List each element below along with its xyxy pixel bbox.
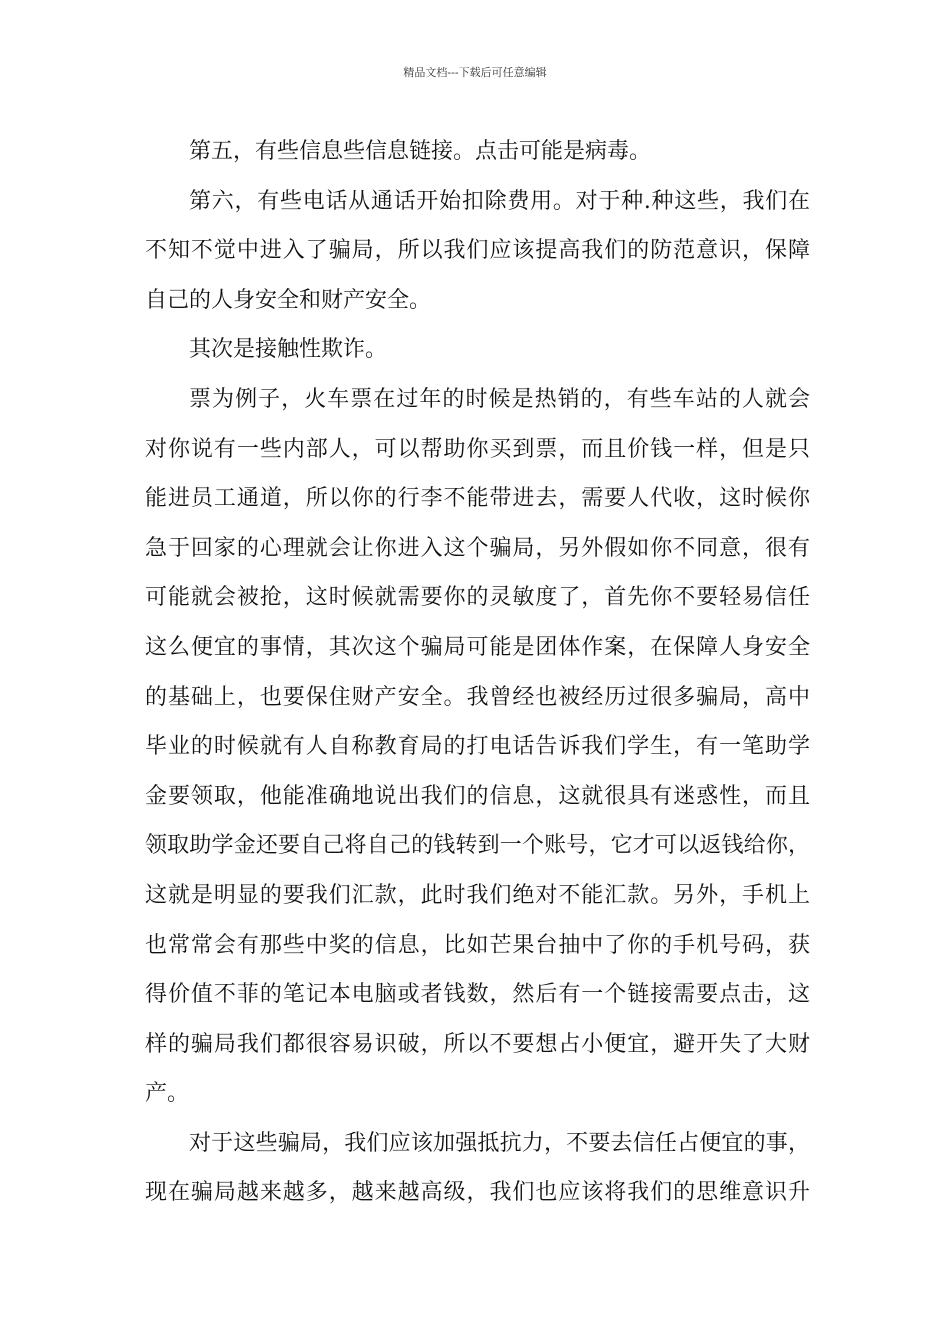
paragraph-line: 自己的人身安全和财产安全。 bbox=[145, 287, 432, 313]
paragraph-line: 可能就会被抢，这时候就需要你的灵敏度了，首先你不要轻易信任 bbox=[145, 585, 810, 611]
document-body bbox=[145, 127, 810, 1218]
paragraph-line: 对你说有一些内部人，可以帮助你买到票，而且价钱一样，但是只 bbox=[145, 436, 810, 462]
paragraph-line: 样的骗局我们都很容易识破，所以不要想占小便宜，避开失了大财 bbox=[145, 1031, 810, 1057]
paragraph-line: 票为例子，火车票在过年的时候是热销的，有些车站的人就会 bbox=[189, 386, 810, 412]
paragraph-line: 这就是明显的要我们汇款，此时我们绝对不能汇款。另外，手机上 bbox=[145, 882, 810, 908]
paragraph-line: 其次是接触性欺诈。 bbox=[189, 337, 388, 363]
paragraph-line: 的基础上，也要保住财产安全。我曾经也被经历过很多骗局，高中 bbox=[145, 684, 810, 710]
paragraph-line: 产。 bbox=[145, 1081, 190, 1107]
paragraph-line: 对于这些骗局，我们应该加强抵抗力，不要去信任占便宜的事， bbox=[189, 1130, 810, 1156]
paragraph-line: 这么便宜的事情，其次这个骗局可能是团体作案，在保障人身安全 bbox=[145, 634, 810, 660]
paragraph-line: 毕业的时候就有人自称教育局的打电话告诉我们学生，有一笔助学 bbox=[145, 734, 810, 760]
paragraph-line: 不知不觉中进入了骗局，所以我们应该提高我们的防范意识，保障 bbox=[145, 238, 810, 264]
paragraph-line: 能进员工通道，所以你的行李不能带进去，需要人代收，这时候你 bbox=[145, 486, 810, 512]
page-header: 精品文档---下载后可任意编辑 bbox=[403, 66, 547, 79]
paragraph-line: 第五，有些信息些信息链接。点击可能是病毒。 bbox=[189, 139, 652, 164]
paragraph-line: 现在骗局越来越多，越来越高级，我们也应该将我们的思维意识升 bbox=[145, 1180, 810, 1206]
paragraph-line: 急于回家的心理就会让你进入这个骗局，另外假如你不同意，很有 bbox=[145, 535, 810, 561]
paragraph-line: 金要领取，他能准确地说出我们的信息，这就很具有迷惑性，而且 bbox=[145, 783, 810, 809]
paragraph-line: 得价值不菲的笔记本电脑或者钱数，然后有一个链接需要点击，这 bbox=[145, 982, 810, 1008]
paragraph-line: 第六，有些电话从通话开始扣除费用。对于种.种这些，我们在 bbox=[189, 188, 810, 214]
paragraph-line: 领取助学金还要自己将自己的钱转到一个账号，它才可以返钱给你， bbox=[145, 833, 810, 859]
paragraph-line: 也常常会有那些中奖的信息，比如芒果台抽中了你的手机号码，获 bbox=[145, 932, 810, 958]
